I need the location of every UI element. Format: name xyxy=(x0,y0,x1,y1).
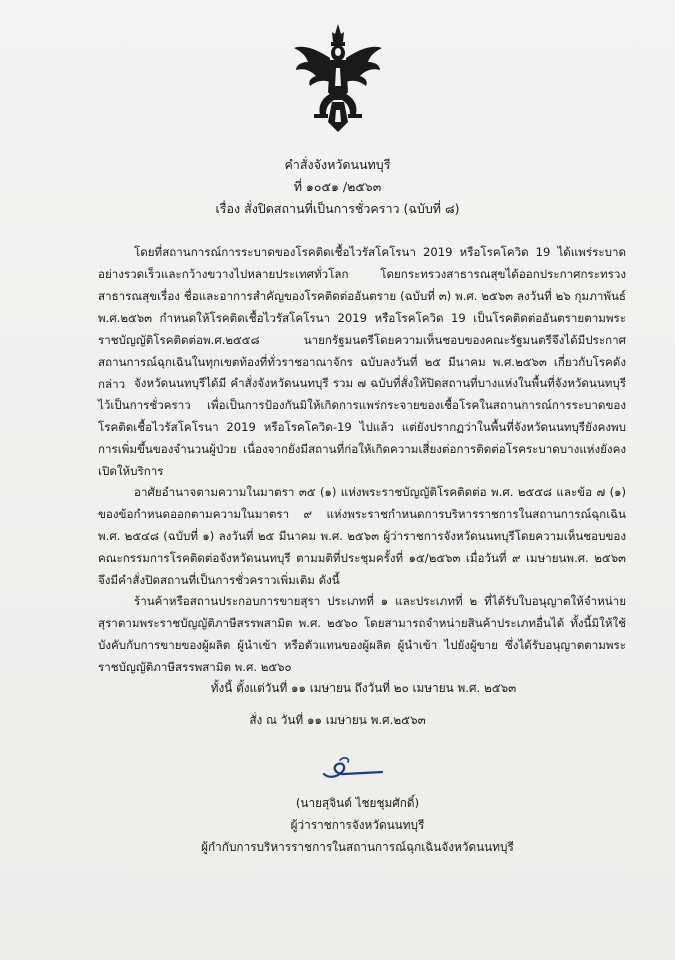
signatory-position: ผู้ว่าราชการจังหวัดนนทบุรี xyxy=(290,818,425,832)
effective-period: ทั้งนี้ ตั้งแต่วันที่ ๑๑ เมษายน ถึงวันที่ ๒๐ เมษายน พ.ศ. ๒๕๖๓ xyxy=(210,681,517,695)
signatory-name: (นายสุจินต์ ไชยชุมศักดิ์) xyxy=(295,796,420,810)
order-title: คำสั่งจังหวัดนนทบุรี xyxy=(284,157,391,172)
paragraph-closure-order: ร้านค้าหรือสถานประกอบการขายสุรา ประเภทที่ ๑ และประเภทที่ ๒ ที่ได้รับใบอนุญาตให้จำหน่ายสุราตามพระราชบัญญัติภาษีสรรพสามิต พ.ศ. ๒๕๖๐ โดยสามารถจำหน่ายสินค้าประเภทอื่นได้ ทั้งนี้มิให้ใช้บังคับกับการขายของผู้ผลิต ผู้นำเข้า หรือตัวแทนของผู้ผลิต ผู้นำเข้า ไปยังผู้ขาย ซึ่งได้รับอนุญาตตามพระราชบัญญัติภาษีสรรพสามิต พ.ศ. ๒๕๖๐ xyxy=(98,594,626,674)
order-subject: เรื่อง สั่งปิดสถานที่เป็นการชั่วคราว (ฉบับที่ ๘) xyxy=(215,201,460,216)
paragraph-background: โดยที่สถานการณ์การระบาดของโรคติดเชื้อไวรัสโคโรนา 2019 หรือโรคโควิด 19 ได้แพร่ระบาดอย่างรวดเร็วและกว้างขวางไปหลายประเทศทั่วโลก โดยกระทรวงสาธารณสุขได้ออกประกาศกระทรวงสาธารณสุขเรื่อง ชื่อและอาการสำคัญของโรคติดต่ออันตราย (ฉบับที่ ๓) พ.ศ. ๒๕๖๓ ลงวันที่ ๒๖ กุมภาพันธ์ พ.ศ.๒๕๖๓ กำหนดให้โรคติดเชื้อไวรัสโคโรนา 2019 หรือโรคโควิด 19 เป็นโรคติดต่ออันตรายตามพระราชบัญญัติโรคติดต่อพ.ศ.๒๕๕๘ นายกรัฐมนตรีโดยความเห็นชอบของคณะรัฐมนตรีจึงได้มีประกาศสถานการณ์ฉุกเฉินในทุกเขตท้องที่ทั่วราชอาณาจักร ฉบับลงวันที่ ๒๕ มีนาคม พ.ศ.๒๕๖๓ เกี่ยวกับโรคดังกล่าว xyxy=(98,245,626,391)
order-number: ที่ ๑๐๕๑ /๒๕๖๓ xyxy=(293,179,382,194)
signatory-role: ผู้กำกับการบริหารราชการในสถานการณ์ฉุกเฉินจังหวัดนนทบุรี xyxy=(201,840,514,854)
paragraph-previous-orders: จังหวัดนนทบุรีได้มี คำสั่งจังหวัดนนทบุรี รวม ๗ ฉบับที่สั่งให้ปิดสถานที่บางแห่งในพื้นที่จังหวัดนนทบุรี ไว้เป็นการชั่วคราว เพื่อเป็นการป้องกันมิให้เกิดการแพร่กระจายของเชื้อโรคในสถานการณ์การระบาดของโรคติดเชื้อไวรัสโคโรนา 2019 หรือโรคโควิด-19 ไปแล้ว แต่ยังปรากฏว่าในพื้นที่จังหวัดนนทบุรียังคงพบการเพิ่มขึ้นของจำนวนผู้ป่วย เนื่องจากยังมีสถานที่ก่อให้เกิดความเสี่ยงต่อการติดต่อโรคระบาดบางแห่งยังคงเปิดให้บริการ xyxy=(98,376,626,478)
signature-mark-icon xyxy=(318,752,388,784)
paragraph-legal-authority: อาศัยอำนาจตามความในมาตรา ๓๕ (๑) แห่งพระราชบัญญัติโรคติดต่อ พ.ศ. ๒๕๕๘ และข้อ ๗ (๑) ของข้อกำหนดออกตามความในมาตรา ๙ แห่งพระราชกำหนดการบริหารราชการในสถานการณ์ฉุกเฉิน พ.ศ. ๒๕๔๘ (ฉบับที่ ๑) ลงวันที่ ๒๕ มีนาคม พ.ศ. ๒๕๖๓ ผู้ว่าราชการจังหวัดนนทบุรีโดยความเห็นชอบของคณะกรรมการโรคติดต่อจังหวัดนนทบุรี ตามมติที่ประชุมครั้งที่ ๑๕/๒๕๖๓ เมื่อวันที่ ๙ เมษายนพ.ศ. ๒๕๖๓ จึงมีคำสั่งปิดสถานที่เป็นการชั่วคราวเพิ่มเติม ดังนี้ xyxy=(98,485,626,587)
garuda-emblem-icon xyxy=(292,22,384,134)
order-date: สั่ง ณ วันที่ ๑๑ เมษายน พ.ศ.๒๕๖๓ xyxy=(249,713,426,727)
